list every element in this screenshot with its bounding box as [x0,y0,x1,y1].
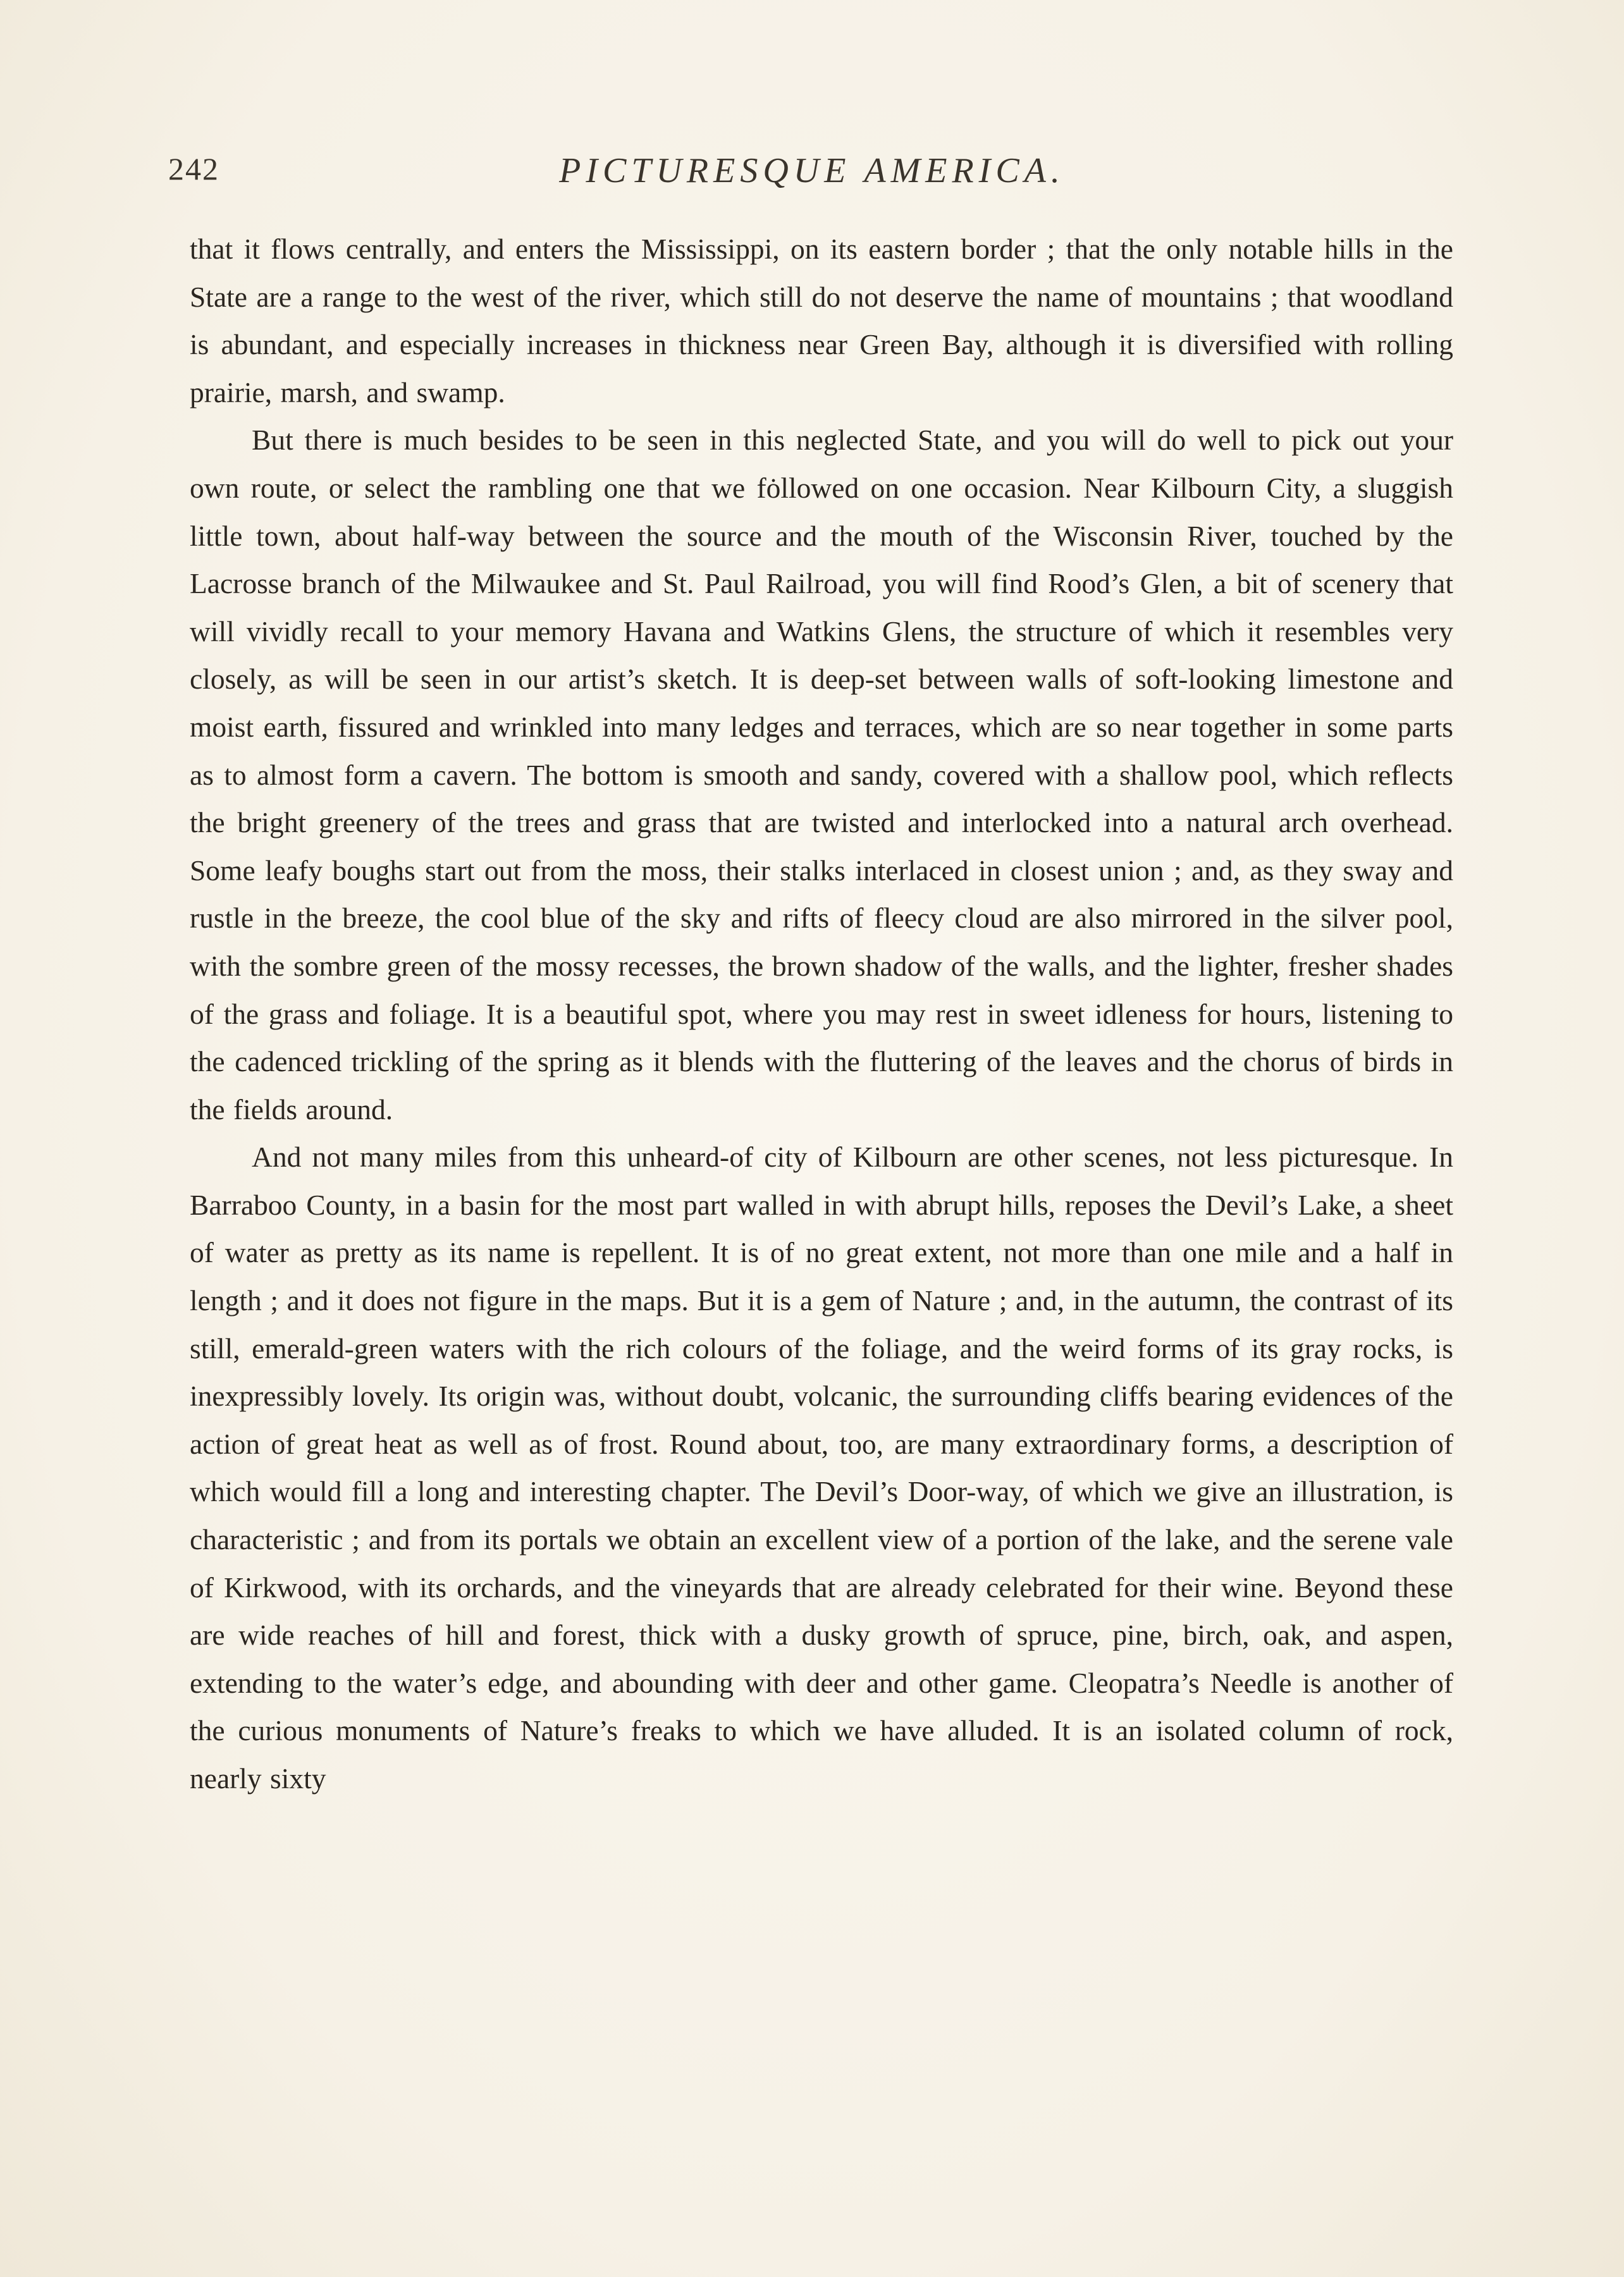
paragraph-1: that it flows centrally, and enters the Mississippi, on its eastern border ; that the only notable hills in the State are a range to the west of the river, which still do not deserve the name of mountains ; that woodland is abundant, and especially increases in thickness near Green Bay, although it is diversified with rolling prairie, marsh, and swamp. [190,233,1453,408]
body-text [190,225,1453,1803]
page-number: 242 [168,151,219,187]
paragraph-2: But there is much besides to be seen in this neglected State, and you will do well to pick out your own route, or select the rambling one that we fȯllowed on one occasion. Near Kilbourn City, a sluggish little town, about half-way between the source and the mouth of the Wisconsin River, touched by the Lacrosse branch of the Milwaukee and St. Paul Railroad, you will find Rood’s Glen, a bit of scenery that will vividly recall to your memory Havana and Watkins Glens, the structure of which it resembles very closely, as will be seen in our artist’s sketch. It is deep-set between walls of soft-looking limestone and moist earth, fissured and wrinkled into many ledges and terraces, which are so near together in some parts as to almost form a cavern. The bottom is smooth and sandy, covered with a shallow pool, which reflects the bright greenery of the trees and grass that are twisted and interlocked into a natural arch overhead. Some leafy boughs start out from the moss, their stalks interlaced in closest union ; and, as they sway and rustle in the breeze, the cool blue of the sky and rifts of fleecy cloud are also mirrored in the silver pool, with the sombre green of the mossy recesses, the brown shadow of the walls, and the lighter, fresher shades of the grass and foliage. It is a beautiful spot, where you may rest in sweet idleness for hours, listening to the cadenced trickling of the spring as it blends with the fluttering of the leaves and the chorus of birds in the fields around. [190,424,1453,1126]
running-head [168,150,1456,201]
running-title: PICTURESQUE AMERICA. [559,151,1065,190]
paragraph-3: And not many miles from this unheard-of city of Kilbourn are other scenes, not less picturesque. In Barraboo County, in a basin for the most part walled in with abrupt hills, reposes the Devil’s Lake, a sheet of water as pretty as its name is repellent. It is of no great extent, not more than one mile and a half in length ; and it does not figure in the maps. But it is a gem of Nature ; and, in the autumn, the contrast of its still, emerald-green waters with the rich colours of the foliage, and the weird forms of its gray rocks, is inexpressibly lovely. Its origin was, without doubt, volcanic, the surrounding cliffs bearing evidences of the action of great heat as well as of frost. Round about, too, are many extraordinary forms, a description of which would fill a long and interesting chapter. The Devil’s Door-way, of which we give an illustration, is characteristic ; and from its portals we obtain an excellent view of a portion of the lake, and the serene vale of Kirkwood, with its orchards, and the vineyards that are already celebrated for their wine. Beyond these are wide reaches of hill and forest, thick with a dusky growth of spruce, pine, birch, oak, and aspen, extending to the water’s edge, and abounding with deer and other game. Cleopatra’s Needle is another of the curious monuments of Nature’s freaks to which we have alluded. It is an isolated column of rock, nearly sixty [190,1141,1453,1795]
